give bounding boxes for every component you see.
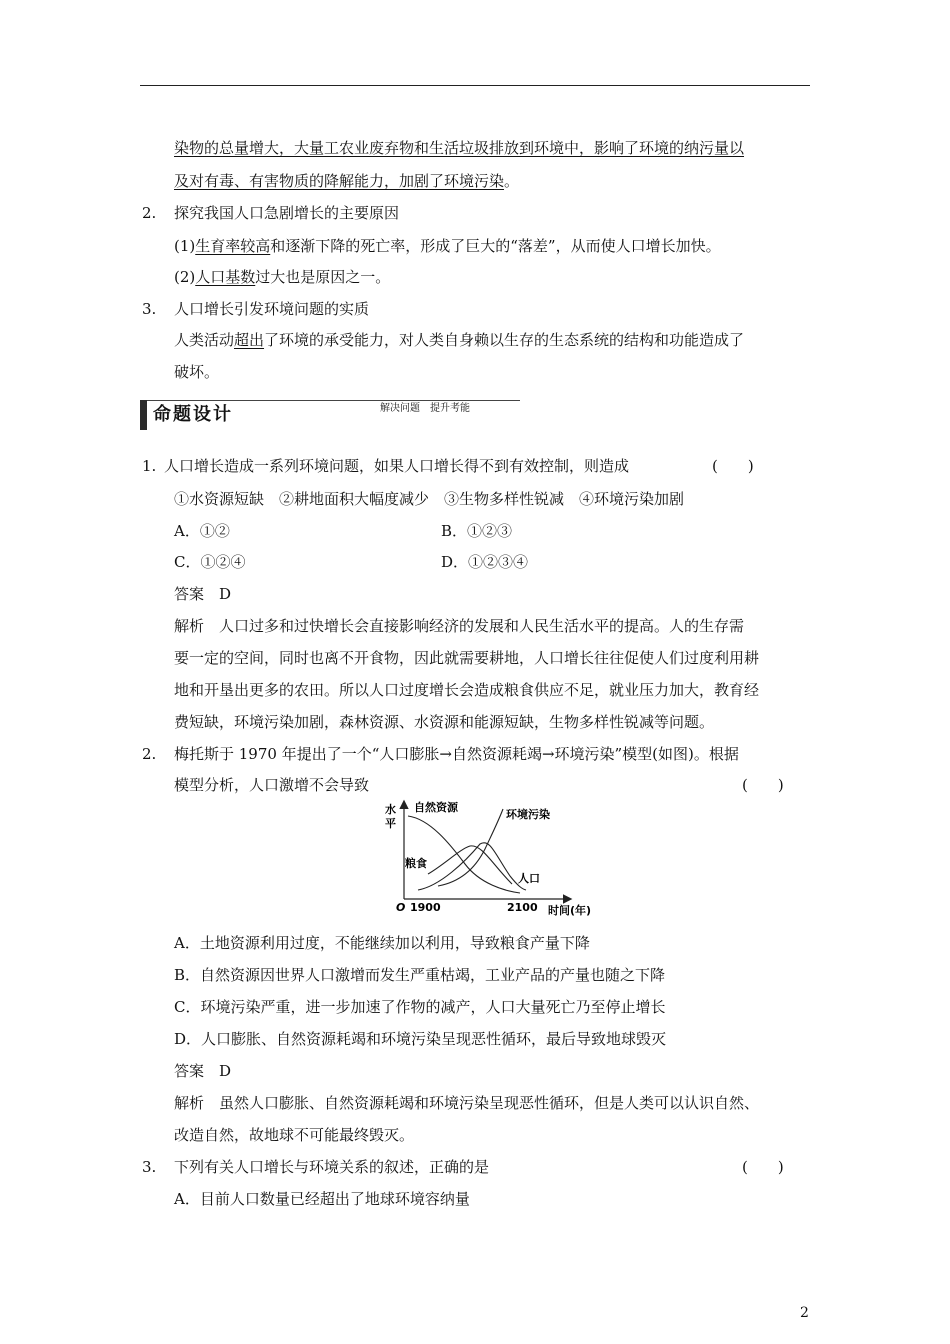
label-resources: 自然资源: [414, 801, 458, 814]
q1-stem: 人口增长造成一系列环境问题，如果人口增长得不到有效控制，则造成: [164, 457, 630, 475]
item-2-rest: 过大也是原因之一。: [255, 268, 391, 286]
section-rule: [147, 400, 520, 401]
q3-option-a: A．目前人口数量已经超出了地球环境容纳量: [174, 1190, 470, 1208]
q2-option-b: B．自然资源因世界人口激增而发生严重枯竭，工业产品的产量也随之下降: [174, 966, 666, 984]
intro-line-2-text: 及对有毒、有害物质的降解能力，加剧了环境污染: [174, 172, 505, 190]
section-bar: [140, 400, 147, 430]
item-1-underlined: 生育率较高: [195, 237, 271, 255]
q1-option-d: D．①②③④: [441, 553, 529, 571]
x-tick-1900: 1900: [410, 901, 441, 914]
intro-line-2-end: 。: [504, 172, 520, 190]
curve-pollution: [438, 809, 503, 886]
q1-analysis-line-1: 解析 人口过多和过快增长会直接影响经济的发展和人民生活水平的提高。人的生存需: [174, 617, 745, 635]
section-subtitle: 解决问题 提升考能: [380, 403, 470, 414]
item-2-prefix: (2): [174, 268, 196, 286]
x-tick-2100: 2100: [507, 901, 538, 914]
y-label-1: 水: [385, 803, 396, 816]
point-3-body-post: 了环境的承受能力，对人类自身赖以生存的生态系统的结构和功能造成了: [264, 331, 745, 349]
point-3-body: [174, 329, 744, 351]
q1-option-a: A．①②: [174, 522, 230, 540]
q2-answer: 答案 D: [174, 1062, 232, 1080]
q2-option-a: A．土地资源利用过度，不能继续加以利用，导致粮食产量下降: [174, 934, 590, 952]
section-title: 命题设计: [153, 404, 233, 425]
curve-food: [428, 846, 512, 884]
item-1-prefix: (1): [174, 237, 196, 255]
q1-analysis-line-3: 地和开垦出更多的农田。所以人口过度增长会造成粮食供应不足，就业压力加大，教育经: [174, 681, 760, 699]
point-2-item-1: [174, 235, 721, 257]
population-model-figure: [370, 794, 630, 920]
item-2-underlined: 人口基数: [195, 268, 256, 286]
point-2-number: 2.: [142, 204, 157, 222]
x-axis-label: 时间(年): [548, 904, 592, 917]
q3-number: 3.: [142, 1158, 157, 1176]
curve-resources: [408, 816, 520, 893]
point-3-body-underlined: 超出: [234, 331, 265, 349]
q3-answer-blank: ( ): [742, 1158, 784, 1176]
intro-line-2: [174, 170, 519, 192]
q1-analysis-line-4: 费短缺，环境污染加剧，森林资源、水资源和能源短缺，生物多样性锐减等问题。: [174, 713, 715, 731]
page-number: 2: [800, 1305, 809, 1321]
point-2-item-2: [174, 266, 390, 288]
q2-option-c: C．环境污染严重，进一步加速了作物的减产，人口大量死亡乃至停止增长: [174, 998, 666, 1016]
q2-number: 2.: [142, 745, 157, 763]
q2-answer-blank: ( ): [742, 776, 784, 794]
label-food: 粮食: [405, 857, 427, 870]
point-3-title: 人口增长引发环境问题的实质: [174, 300, 370, 318]
point-3-body-line-2: 破坏。: [174, 363, 220, 381]
q1-option-b: B．①②③: [441, 522, 513, 540]
header-rule: [140, 85, 810, 86]
q1-answer-blank: ( ): [712, 457, 754, 475]
q1-option-c: C．①②④: [174, 553, 246, 571]
q1-analysis-line-2: 要一定的空间，同时也离不开食物，因此就需要耕地，人口增长往往促使人们过度利用耕: [174, 649, 760, 667]
item-1-rest: 和逐渐下降的死亡率，形成了巨大的“落差”，从而使人口增长加快。: [270, 237, 721, 255]
q2-stem-line-2: 模型分析，人口激增不会导致: [174, 776, 370, 794]
point-3-number: 3.: [142, 300, 157, 318]
q1-options-line: ①水资源短缺 ②耕地面积大幅度减少 ③生物多样性锐减 ④环境污染加剧: [174, 490, 685, 508]
q3-stem: 下列有关人口增长与环境关系的叙述，正确的是: [174, 1158, 490, 1176]
curve-population: [418, 843, 526, 890]
q2-analysis-line-2: 改造自然，故地球不可能最终毁灭。: [174, 1126, 415, 1144]
origin-label: O: [396, 901, 406, 914]
q1-answer: 答案 D: [174, 585, 232, 603]
label-pollution: 环境污染: [506, 808, 550, 821]
point-2-title: 探究我国人口急剧增长的主要原因: [174, 204, 400, 222]
y-label-2: 平: [385, 817, 396, 830]
point-3-body-pre: 人类活动: [174, 331, 235, 349]
q2-analysis-line-1: 解析 虽然人口膨胀、自然资源耗竭和环境污染呈现恶性循环，但是人类可以认识自然、: [174, 1094, 760, 1112]
section-header: [140, 400, 520, 430]
q2-option-d: D．人口膨胀、自然资源耗竭和环境污染呈现恶性循环，最后导致地球毁灭: [174, 1030, 667, 1048]
intro-line-1: 染物的总量增大，大量工农业废弃物和生活垃圾排放到环境中，影响了环境的纳污量以: [174, 139, 745, 157]
q2-stem-line-1: 梅托斯于 1970 年提出了一个“人口膨胀→自然资源耗竭→环境污染”模型(如图)。根据: [174, 745, 739, 763]
label-population: 人口: [518, 872, 540, 885]
q1-number: 1.: [142, 457, 157, 475]
